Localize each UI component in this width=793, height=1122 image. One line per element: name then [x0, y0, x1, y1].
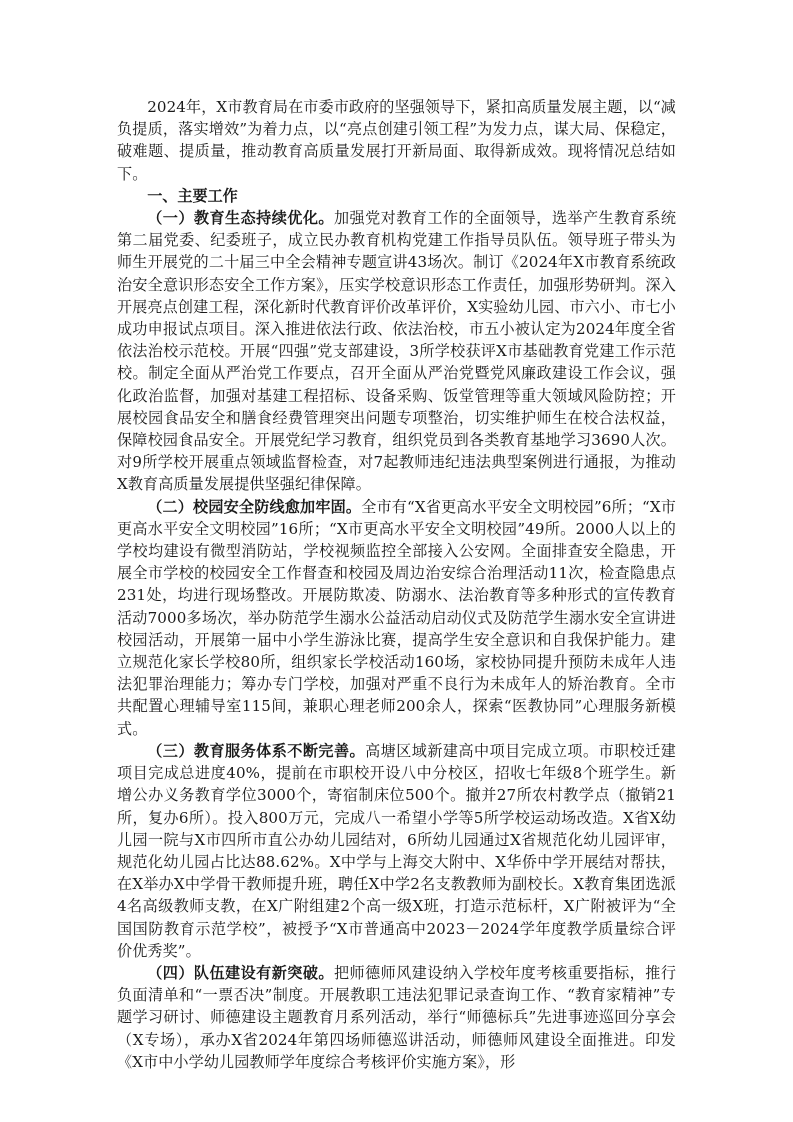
subheading-item-4: （四）队伍建设有新突破。: [147, 963, 334, 982]
paragraph-item-1: [117, 207, 676, 496]
body-item-3: 高塘区域新建高中项目完成立项。市职校迁建项目完成总进度40%，提前在市职校开设八中分校区，招收七年级8个班学生。新增公办义务教育学位3000个，寄宿制床位500个。撤并27所农村教学点（撤销21所，复办6所）。投入800万元，完成八一希望小学等5所学校运动场改造。X省X幼儿园一院与X市四所市直公办幼儿园结对，6所幼儿园通过X省规范化幼儿园评审，规范化幼儿园占比达88.62%。X中学与上海交大附中、X华侨中学开展结对帮扶，在X举办X中学骨干教师提升班，聘任X中学2名支教教师为副校长。X教育集团选派4名高级教师支教，在X广附组建2个高一级X班，打造示范标杆，X广附被评为“全国国防教育示范学校”，被授予“X市普通高中2023－2024学年度教学质量综合评价优秀奖”。: [117, 741, 676, 960]
body-item-1: 加强党对教育工作的全面领导，选举产生教育系统第二届党委、纪委班子，成立民办教育机构党建工作指导员队伍。领导班子带头为师生开展党的二十届三中全会精神专题宣讲43场次。制订《2024年X市教育系统政治安全意识形态安全工作方案》，压实学校意识形态工作责任，加强形势研判。深入开展亮点创建工程，深化新时代教育评价改革评价，X实验幼儿园、市六小、市七小成功申报试点项目。深入推进依法行政、依法治校，市五小被认定为2024年度全省依法治校示范校。开展“四强”党支部建设，3所学校获评X市基础教育党建工作示范校。制定全面从严治党工作要点，召开全面从严治党暨党风廉政建设工作会议，强化政治监督，加强对基建工程招标、设备采购、饭堂管理等重大领域风险防控；开展校园食品安全和膳食经费管理突出问题专项整治，切实维护师生在校合法权益，保障校园食品安全。开展党纪学习教育，组织党员到各类教育基地学习3690人次。对9所学校开展重点领域监督检查，对7起教师违纪违法典型案例进行通报，为推动X教育高质量发展提供坚强纪律保障。: [117, 209, 677, 494]
paragraph-item-2: [117, 496, 676, 740]
section-heading-main-work: 一、主要工作: [147, 186, 238, 205]
subheading-item-3: （三）教育服务体系不断完善。: [147, 741, 366, 760]
subheading-item-2: （二）校园安全防线愈加牢固。: [147, 497, 362, 516]
body-item-4: 把师德师风建设纳入学校年度考核重要指标，推行负面清单和“一票否决”制度。开展教职工违法犯罪记录查询工作、“教育家精神”专题学习研讨、师德建设主题教育月系列活动，举行“师德标兵”先进事迹巡回分享会（X专场），承办X省2024年第四场师德巡讲活动，师德师风建设全面推进。印发《X市中小学幼儿园教师学年度综合考核评价实施方案》，形: [117, 963, 677, 1071]
intro-paragraph: 2024年，X市教育局在市委市政府的坚强领导下，紧扣高质量发展主题，以“减负提质，落实增效”为着力点，以“亮点创建引领工程”为发力点，谋大局、保稳定，破难题、提质量，推动教育高质量发展打开新局面、取得新成效。现将情况总结如下。: [117, 98, 676, 183]
paragraph-item-4: [117, 962, 676, 1073]
paragraph-item-3: [117, 740, 676, 962]
body-item-2: 全市有“X省更高水平安全文明校园”6所；“X市更高水平安全文明校园”16所；“X市更高水平安全文明校园”49所。2000人以上的学校均建设有微型消防站，学校视频监控全部接入公安网。全面排查安全隐患，开展全市学校的校园安全工作督查和校园及周边治安综合治理活动11次，检查隐患点231处，均进行现场整改。开展防欺凌、防溺水、法治教育等多种形式的宣传教育活动7000多场次，举办防范学生溺水公益活动启动仪式及防范学生溺水安全宣讲进校园活动，开展第一届中小学生游泳比赛，提高学生安全意识和自我保护能力。建立规范化家长学校80所，组织家长学校活动160场，家校协同提升预防未成年人违法犯罪治理能力；筹办专门学校，加强对严重不良行为未成年人的矫治教育。全市共配置心理辅导室115间，兼职心理老师200余人，探索“医教协同”心理服务新模式。: [117, 497, 677, 738]
subheading-item-1: （一）教育生态持续优化。: [147, 209, 334, 228]
